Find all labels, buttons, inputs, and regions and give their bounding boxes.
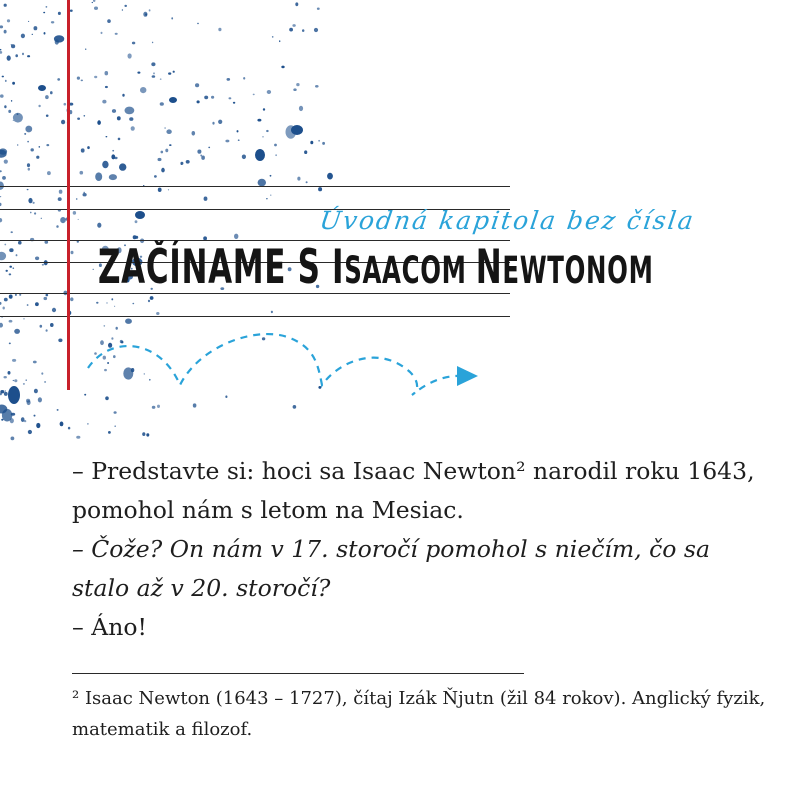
chapter-title	[98, 240, 654, 295]
chapter-title-part: SAACOM	[344, 249, 476, 292]
chapter-title-part: N	[475, 240, 503, 295]
footnote-text: ² Isaac Newton (1643 – 1727), čítaj Izák Ňjutn (žil 84 rokov). Anglický fyzik, matematik a filozof.	[72, 688, 766, 740]
footnote-separator	[72, 673, 524, 674]
chapter-title-part: ZAČÍNAME S	[98, 240, 333, 295]
dialogue-line: – Áno!	[72, 613, 147, 641]
chapter-title-part: I	[332, 240, 345, 295]
dialogue-text	[72, 452, 762, 647]
chapter-title-part: EWTONOM	[502, 249, 654, 292]
chapter-subtitle: Úvodná kapitola bez čísla	[317, 206, 697, 235]
footnote	[72, 683, 772, 745]
dialogue-line: – Čože? On nám v 17. storočí pomohol s niečím, čo sa stalo až v 20. storočí?	[72, 535, 710, 602]
dialogue-line: – Predstavte si: hoci sa Isaac Newton² narodil roku 1643, pomohol nám s letom na Mesiac.	[72, 457, 755, 524]
